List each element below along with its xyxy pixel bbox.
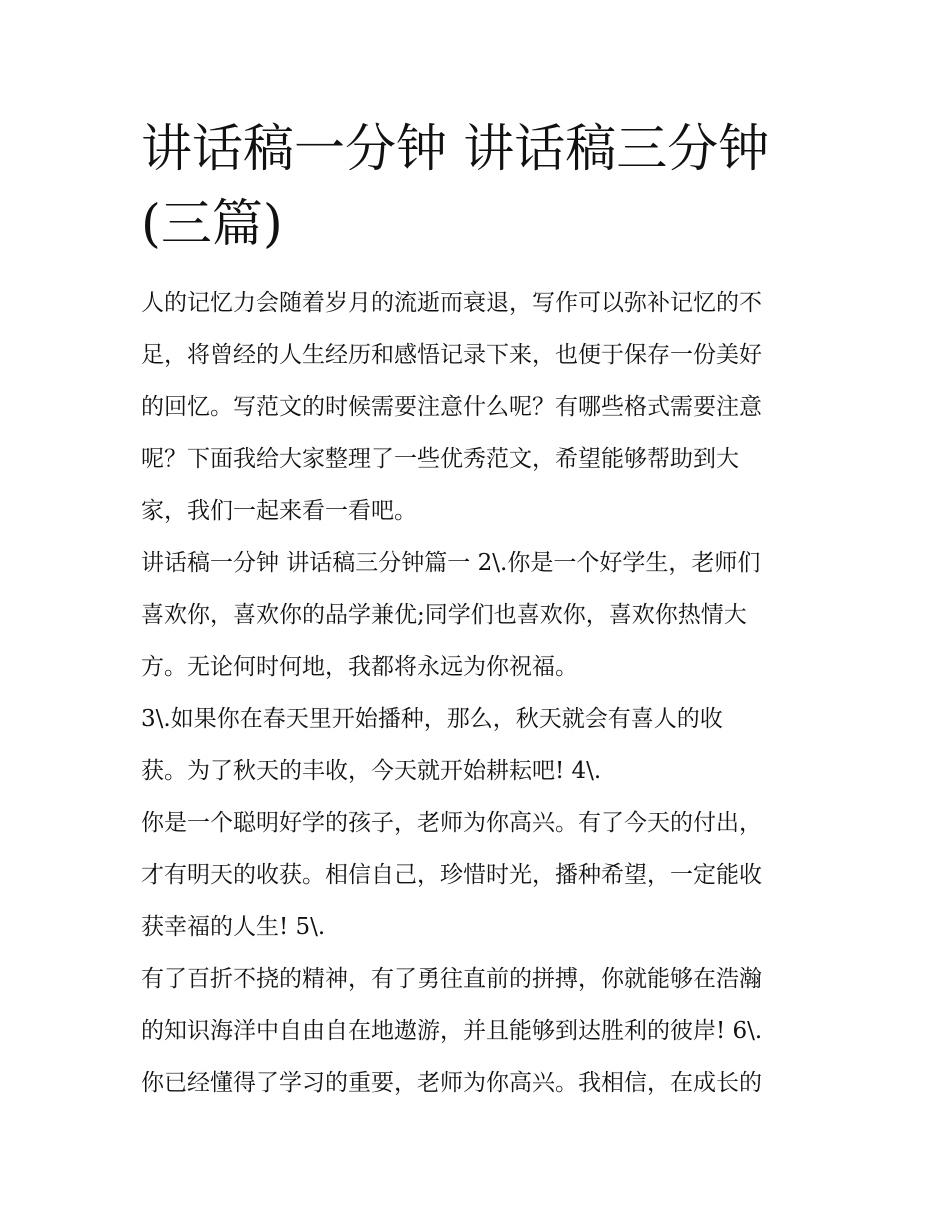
title-line: 讲话稿一分钟 讲话稿三分钟 (141, 120, 770, 179)
body-line: 喜欢你，喜欢你的品学兼优;同学们也喜欢你，喜欢你热情大 (141, 602, 747, 628)
body-line: 的知识海洋中自由自在地遨游，并且能够到达胜利的彼岸! 6\. (141, 1018, 763, 1044)
document-title (141, 112, 821, 262)
body-line: 呢？下面我给大家整理了一些优秀范文，希望能够帮助到大 (141, 446, 739, 472)
body-line: 的回忆。写范文的时候需要注意什么呢？有哪些格式需要注意 (141, 394, 762, 420)
body-line: 讲话稿一分钟 讲话稿三分钟篇一 2\.你是一个好学生，老师们 (141, 550, 761, 576)
body-line: 获幸福的人生! 5\. (141, 914, 326, 940)
body-line: 足，将曾经的人生经历和感悟记录下来，也便于保存一份美好 (141, 342, 762, 368)
document-body (141, 277, 821, 1109)
body-line: 你是一个聪明好学的孩子，老师为你高兴。有了今天的付出， (141, 810, 762, 836)
body-line: 有了百折不挠的精神，有了勇往直前的拼搏，你就能够在浩瀚 (141, 966, 762, 992)
body-line: 你已经懂得了学习的重要，老师为你高兴。我相信，在成长的 (141, 1070, 762, 1096)
body-line: 人的记忆力会随着岁月的流逝而衰退，写作可以弥补记忆的不 (141, 290, 762, 316)
body-line: 家，我们一起来看一看吧。 (141, 498, 417, 524)
body-line: 3\.如果你在春天里开始播种，那么，秋天就会有喜人的收 (141, 706, 723, 732)
body-line: 获。为了秋天的丰收，今天就开始耕耘吧! 4\. (141, 758, 602, 784)
body-line: 方。无论何时何地，我都将永远为你祝福。 (141, 654, 578, 680)
title-line: (三篇) (141, 195, 283, 254)
body-line: 才有明天的收获。相信自己，珍惜时光，播种希望，一定能收 (141, 862, 762, 888)
